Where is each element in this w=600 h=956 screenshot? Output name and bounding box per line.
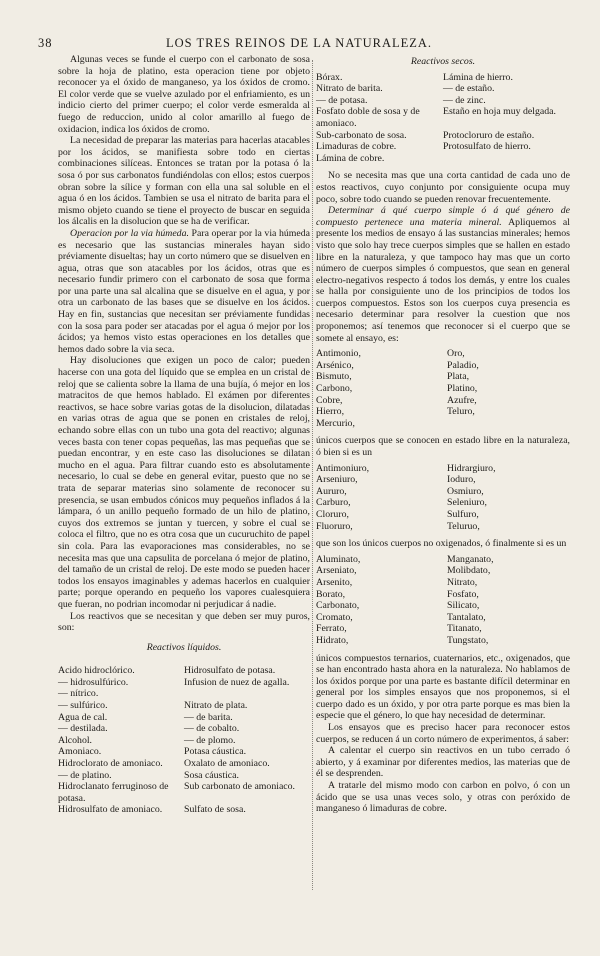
list-row — [316, 141, 570, 153]
element-list — [316, 463, 570, 533]
list-cell: Seleniuro, — [447, 497, 487, 509]
list-cell: — nítrico. — [58, 688, 99, 700]
list-cell: Plata, — [447, 371, 470, 383]
list-cell: Aluminato, — [316, 553, 361, 565]
list-cell: Potasa cáustica. — [184, 746, 247, 758]
list-cell: Azufre, — [447, 394, 477, 406]
list-cell: Bismuto, — [316, 371, 352, 383]
left-column — [58, 54, 310, 822]
list-cell: Fluoruro, — [316, 520, 353, 532]
list-cell: Arsenito, — [316, 576, 353, 588]
list-cell: — de barita. — [184, 711, 233, 723]
list-row — [316, 72, 570, 84]
list-cell — [443, 153, 570, 165]
list-row — [316, 153, 570, 165]
list-row — [316, 395, 570, 407]
reagent-list — [316, 72, 570, 165]
list-row — [316, 383, 570, 395]
list-row — [58, 770, 310, 782]
list-cell: Estaño en hoja muy delgada. — [443, 106, 556, 118]
list-row — [316, 577, 570, 589]
paragraph-text: Para operar por la via húmeda es necesario que las sustancias minerales hayan sido préviamente disueltas; hay un corto número que se disuelven en agua, otras que son atacables por los ácidos, otras que es necesario fundir primero con el carbonato de sosa que forma por una parte una sal alcalina que se disuelve en el agua, y por otra un carbonato de las bases que se disuelve en los ácidos. Hay en fin, sustancias que necesitan ser préviamente fundidas con la sosa para poder ser atacadas por el agua ó mejor por los ácidos; ya hemos visto estas operaciones en los detalles que hemos dado sobre la via seca. — [58, 227, 310, 355]
section-heading: Operacion por la via húmeda. — [70, 227, 189, 239]
list-cell: Teluruo, — [447, 520, 480, 532]
list-row — [316, 612, 570, 624]
paragraph: Los ensayos que es preciso hacer para reconocer estos cuerpos, se reducen á un corto número de experimentos, á saber: — [316, 722, 570, 745]
list-row — [58, 746, 310, 758]
list-cell: Platino, — [447, 383, 478, 395]
list-cell: Lámina de cobre. — [316, 152, 385, 164]
list-cell: — de potasa. — [316, 94, 368, 106]
list-row — [58, 804, 310, 816]
list-cell: — de estaño. — [443, 83, 495, 95]
list-row — [316, 589, 570, 601]
right-column — [316, 54, 570, 815]
list-cell: Hidroclorato de amoniaco. — [58, 758, 163, 770]
list-row — [316, 486, 570, 498]
list-cell: Carbono, — [316, 383, 353, 395]
list-row — [58, 723, 310, 735]
list-heading: Reactivos líquidos. — [146, 641, 222, 653]
list-row — [316, 623, 570, 635]
list-row — [58, 665, 310, 677]
paragraph-text: Apliquemos al presente los medios de ensayo á las sustancias minerales; hemos visto que solo hay trece cuerpos simples que se hallen en estado libre en la naturaleza, y que tampoco hay mas que un corto número de cuerpos simples ó compuestos, que sean en general electro-negativos respecto á todos los demás, y entre los cuales se halla por consiguiente uno de los principios de todos los cuerpos compuestos. Estos son los cuerpos cuya presencia es necesario determinar para resolver la cuestion que nos proponemos; así tenemos que reconocer si el cuerpo que se somete al ensayo, es: — [316, 216, 570, 344]
list-row — [316, 497, 570, 509]
paragraph: No se necesita mas que una corta cantidad de cada uno de estos reactivos, cuyo conjunto por consiguiente ocupa muy poco, sobre todo cuando se pueden renovar frecuentemente. — [316, 170, 570, 205]
list-heading: Reactivos secos. — [410, 56, 476, 67]
list-cell: Sulfuro, — [447, 508, 479, 520]
list-cell: Antimonio, — [316, 348, 361, 360]
list-row — [58, 677, 310, 689]
paragraph: Los reactivos que se necesitan y que deben ser muy puros, son: — [58, 610, 310, 634]
list-cell: — sulfúrico. — [58, 700, 108, 712]
list-cell: Carburo, — [316, 497, 351, 509]
list-cell: Infusion de nuez de agalla. — [184, 676, 290, 688]
list-row — [316, 371, 570, 383]
list-row — [316, 554, 570, 566]
list-cell: Amoniaco. — [58, 746, 102, 758]
list-row — [316, 130, 570, 142]
list-cell: Acido hidroclórico. — [58, 665, 135, 677]
list-cell: Osmiuro, — [447, 485, 484, 497]
list-row — [316, 348, 570, 360]
list-cell: Hierro, — [316, 406, 345, 418]
element-list — [316, 348, 570, 429]
paragraph: A calentar el cuerpo sin reactivos en un tubo cerrado ó abierto, y á examinar por diferentes medios, las materias que de él se desprenden. — [316, 745, 570, 780]
list-row — [316, 565, 570, 577]
running-title: LOS TRES REINOS DE LA NATURALEZA. — [165, 36, 433, 50]
list-cell: Mercurio, — [316, 417, 355, 429]
list-cell: Teluro, — [447, 406, 475, 418]
list-cell: — hidrosulfúrico. — [58, 676, 129, 688]
element-list — [316, 554, 570, 647]
section-heading: Determinar á qué cuerpo simple ó á qué género de compuesto pertenece una materia mineral. — [316, 205, 570, 228]
list-cell: Protosulfato de hierro. — [443, 141, 531, 153]
list-cell: Lámina de hierro. — [443, 71, 513, 83]
list-cell: Nitrato de plata. — [184, 700, 248, 712]
list-row — [58, 758, 310, 770]
list-cell: Antimoniuro, — [316, 462, 370, 474]
list-cell: Hidroclanato ferruginoso de potasa. — [58, 781, 169, 804]
paragraph: únicos compuestos ternarios, cuaternarios, etc., oxigenados, que se han encontrado hasta ahora en la naturaleza. No hablamos de los óxidos porque por una parte es bastante difícil determinar en general por los simples ensayos que nos proponemos, si el cuerpo dado es un óxido, y por otra parte porque es mas bien la especie que el género, lo que hay necesidad de determinar. — [316, 652, 570, 722]
list-cell: Limaduras de cobre. — [316, 141, 397, 153]
list-row — [316, 106, 570, 129]
list-row — [316, 521, 570, 533]
list-cell: Arseniato, — [316, 565, 357, 577]
list-row — [58, 712, 310, 724]
paragraph: A tratarle del mismo modo con carbon en polvo, ó con un ácido que se usa unas veces solo, y otras con peróxido de manganeso ó limaduras de cobre. — [316, 780, 570, 815]
paragraph: La necesidad de preparar las materias para hacerlas atacables por los ácidos, se manifiesta sobre todo en ciertas combinaciones silíceas. Entonces se tratan por la potasa ó la sosa ó por sus carbonatos fundiéndolas con ellos; estos cuerpos obran sobre la sílice y forman con ella una sal soluble en el agua ó en los ácidos. Tambien se usa el nitrato de barita para el mismo objeto cuando se tiene el proyecto de buscar en seguida los álcalis en la disolucion que se ha de verificar. — [58, 135, 310, 228]
paragraph: Hay disoluciones que exigen un poco de calor; pueden hacerse con una gota del líquido que se emplea en un cristal de reloj que se calienta sobre la llama de una bujía, ó mejor en los matracitos de que hemos hablado. El exámen por diferentes reactivos, se hace sobre varias gotas de la disolucion, dilatadas en varias otras de agua que se ponen en cristales de reloj, echando sobre ellas con un tubo una gota del reactivo; algunas veces basta con tener copas pequeñas, las mas pequeñas que se puedan encontrar, y en este caso las disoluciones se dilatan mucho en el agua. Para filtrar cuando esto es absolutamente necesario, lo cual se debe en general evitar, puesto que no se trata de separar materias sino solamente de reconocer su presencia, se usan embudos cónicos muy pequeños inflados á la lámpara, ó un anillo pequeño formado de un hilo de platino, cuyos dos extremos se juntan y tuercen, y sobre el cual se coloca el filtro, que no es otra cosa que un cucuruchito de papel sin cola. Para las evaporaciones mas considerables, no se necesita mas que una capsulita de porcelana ó mejor de platino, del tamaño de un cristal de reloj. De este modo se pueden hacer todos los ensayos imaginables y ademas hacerlos en cualquier parte; porque operando en pequeño los vapores cualesquiera que fueran, no podrian incomodar ni perjudicar á nadie. — [58, 355, 310, 610]
list-cell: Ioduro, — [447, 474, 476, 486]
list-cell: — de platino. — [58, 769, 112, 781]
list-row — [316, 474, 570, 486]
list-row — [316, 418, 570, 430]
page-header — [38, 36, 560, 52]
list-cell — [443, 418, 574, 430]
list-cell: Nitrato, — [447, 576, 478, 588]
list-row — [316, 95, 570, 107]
list-row — [316, 406, 570, 418]
list-cell: Carbonato, — [316, 600, 360, 612]
paragraph: Algunas veces se funde el cuerpo con el carbonato de sosa sobre la hoja de platino, esta operacion tiene por objeto reconocer ya el óxido de manganeso, ya los óxidos de cromo. El color verde que se vuelve azulado por el enfriamiento, es un indicio cierto del primer cuerpo; el color verde esmeralda al fuego de reduccion, unido al color amarillo al fuego de oxidacion, indica los óxidos de cromo. — [58, 54, 310, 135]
paragraph — [58, 228, 310, 356]
list-cell: Alcohol. — [58, 734, 93, 746]
list-cell: Ferrato, — [316, 623, 347, 635]
list-cell: Borato, — [316, 588, 346, 600]
page-number: 38 — [38, 36, 53, 50]
list-row — [58, 688, 310, 700]
list-cell: Cromato, — [316, 611, 353, 623]
list-cell: Cobre, — [316, 394, 343, 406]
list-row — [316, 600, 570, 612]
list-cell: Tungstato, — [447, 634, 489, 646]
list-cell: Bórax. — [316, 71, 343, 83]
list-cell: Silicato, — [447, 600, 480, 612]
list-cell: Oro, — [447, 348, 465, 360]
list-cell: — de plomo. — [184, 734, 236, 746]
paragraph: que son los únicos cuerpos no oxigenados, ó finalmente si es un — [316, 538, 567, 550]
list-cell: Protocloruro de estaño. — [443, 129, 535, 141]
list-cell: Manganato, — [447, 553, 494, 565]
list-cell: Arseniuro, — [316, 474, 358, 486]
list-cell: Sub-carbonato de sosa. — [316, 129, 407, 141]
list-cell: Fosfato doble de sosa y de amoniaco. — [316, 106, 420, 129]
column-divider — [312, 60, 313, 890]
list-cell: — de zinc. — [443, 94, 486, 106]
list-cell: Agua de cal. — [58, 711, 108, 723]
list-cell: Fosfato, — [447, 588, 479, 600]
list-row — [58, 735, 310, 747]
list-cell: Nitrato de barita. — [316, 83, 383, 95]
list-cell: Oxalato de amoniaco. — [184, 758, 270, 770]
list-cell: — destilada. — [58, 723, 108, 735]
list-cell: Hidrargiuro, — [447, 462, 496, 474]
list-row — [316, 509, 570, 521]
list-row — [316, 463, 570, 475]
list-cell: Sulfato de sosa. — [184, 804, 246, 816]
reagent-list — [58, 665, 310, 816]
list-cell: Cloruro, — [316, 508, 349, 520]
list-row — [58, 700, 310, 712]
list-cell: Sub carbonato de amoniaco. — [184, 781, 295, 793]
list-cell — [184, 688, 310, 700]
list-cell: Hidrosulfato de amoniaco. — [58, 804, 163, 816]
list-row — [316, 635, 570, 647]
list-cell: Arsénico, — [316, 359, 354, 371]
list-cell: Molibdato, — [447, 565, 491, 577]
list-cell: Titanato, — [447, 623, 482, 635]
list-cell: Aururo, — [316, 485, 347, 497]
list-cell: Hidrosulfato de potasa. — [184, 665, 276, 677]
list-cell: — de cobalto. — [184, 723, 240, 735]
list-cell: Sosa cáustica. — [184, 769, 239, 781]
list-cell: Hidrato, — [316, 634, 349, 646]
list-row — [316, 360, 570, 372]
list-cell: Paladio, — [447, 359, 479, 371]
list-row — [316, 83, 570, 95]
list-row — [58, 781, 310, 804]
list-cell: Tantalato, — [447, 611, 486, 623]
paragraph — [316, 205, 570, 344]
paragraph: únicos cuerpos que se conocen en estado libre en la naturaleza, ó bien si es un — [316, 435, 570, 458]
